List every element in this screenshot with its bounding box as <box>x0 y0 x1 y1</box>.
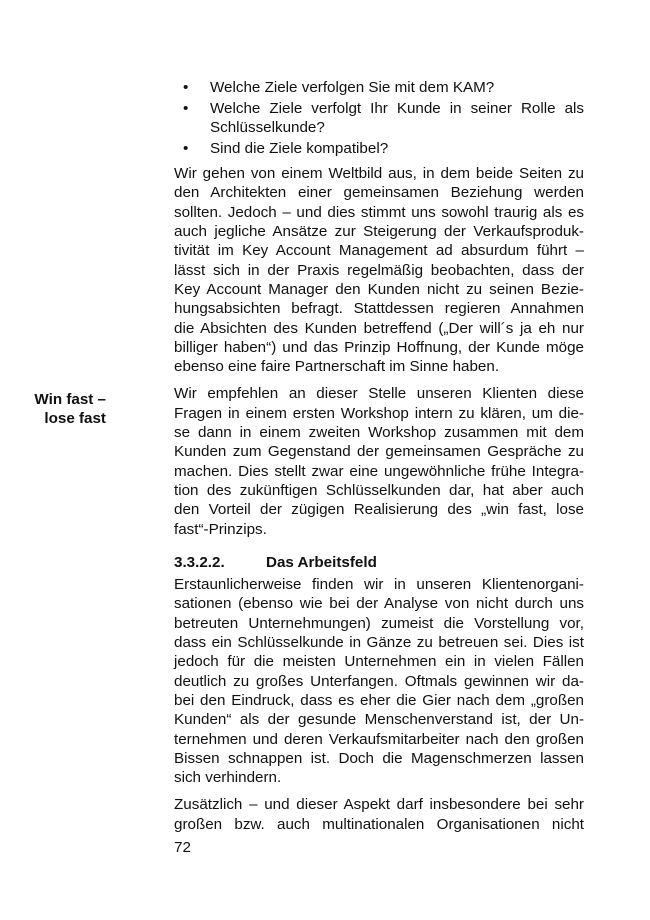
text-line: dass ein Schlüsselkunde in Gänze zu betreuen sei. Dies ist <box>174 634 584 652</box>
bullet-icon: • <box>183 79 189 96</box>
text-line: Erstaunlicherweise finden wir in unseren Klientenorgani- <box>174 576 584 594</box>
text-line: tion des zukünftigen Schlüsselkunden dar, hat aber auch <box>174 481 584 499</box>
text-line: Fragen in einem ersten Workshop intern zu klären, um die- <box>174 404 584 422</box>
text-line: jedoch für die meisten Unternehmen ein in vielen Fällen <box>174 653 584 671</box>
text-line: sationen (ebenso wie bei der Analyse von nicht durch uns <box>174 595 584 613</box>
section-heading <box>174 553 584 572</box>
text-line: Kunden“ als der gesunde Menschenverstand ist, der Un- <box>174 711 584 729</box>
text-line: fast“-Prinzips. <box>174 520 267 538</box>
list-item <box>174 99 584 138</box>
list-item <box>174 139 584 158</box>
list-item-line: Sind die Ziele kompatibel? <box>210 139 389 157</box>
text-line: ebenso eine faire Partnerschaft im Sinne haben. <box>174 358 500 376</box>
text-line: bei den Eindruck, dass es eher die Gier nach dem „großen <box>174 691 584 709</box>
text-line: Kunden zum Gegenstand der gemeinsamen Gespräche zu <box>174 443 584 461</box>
body-column <box>174 78 584 834</box>
question-list <box>174 78 584 158</box>
text-line: großen bzw. auch multinationalen Organisationen nicht <box>174 815 584 833</box>
text-line: sich verhindern. <box>174 769 282 787</box>
page-number: 72 <box>174 839 191 856</box>
text-line: billiger haben“) und das Prinzip Hoffnung, der Kunde möge <box>174 338 584 356</box>
margin-note-line: Win fast – <box>34 391 106 408</box>
section-title: Das Arbeitsfeld <box>266 553 377 571</box>
paragraph-2 <box>174 384 584 538</box>
text-line: Key Account Manager den Kunden nicht zu seinen Bezie- <box>174 280 584 298</box>
paragraph-1 <box>174 164 584 376</box>
margin-note <box>20 390 106 429</box>
text-line: se dann in einem zweiten Workshop zusammen mit dem <box>174 424 584 442</box>
text-line: deutlich zu großes Unterfangen. Oftmals gewinnen wir da- <box>174 672 584 690</box>
text-line: sollten. Jedoch – und dies stimmt uns sowohl traurig als es <box>174 203 584 221</box>
text-line: tivität im Key Account Management ad absurdum führt – <box>174 242 584 260</box>
text-line: lässt sich in der Praxis regelmäßig beobachten, dass der <box>174 261 584 279</box>
bullet-icon: • <box>183 99 189 117</box>
list-item <box>174 78 584 97</box>
text-line: machen. Dies stellt zwar eine ungewöhnliche frühe Integra- <box>174 462 584 480</box>
text-line: betreuten Unternehmungen) zumeist die Vorstellung vor, <box>174 614 584 632</box>
list-item-line: Schlüsselkunde? <box>210 119 325 137</box>
section-number: 3.3.2.2. <box>174 553 225 571</box>
text-line: Bissen schnappen ist. Doch die Magenschmerzen lassen <box>174 749 584 767</box>
text-line: auch jegliche Ansätze zur Steigerung der Verkaufsproduk- <box>174 223 584 241</box>
list-item-line: Welche Ziele verfolgen Sie mit dem KAM? <box>210 79 495 96</box>
text-line: Wir empfehlen an dieser Stelle unseren Klienten diese <box>174 385 584 403</box>
margin-note-line: lose fast <box>44 410 106 428</box>
paragraph-4 <box>174 795 584 834</box>
text-line: den Architekten einer gemeinsamen Beziehung werden <box>174 184 584 202</box>
text-line: den Vorteil der zügigen Realisierung des „win fast, lose <box>174 501 584 519</box>
text-line: ternehmen und deren Verkaufsmitarbeiter nach den großen <box>174 730 584 748</box>
bullet-icon: • <box>183 139 189 157</box>
text-line: hungsabsichten befragt. Stattdessen regieren Annahmen <box>174 300 584 318</box>
list-item-line: Welche Ziele verfolgt Ihr Kunde in seiner Rolle als <box>210 99 584 117</box>
text-line: Zusätzlich – und dieser Aspekt darf insbesondere bei sehr <box>174 796 584 814</box>
text-line: Wir gehen von einem Weltbild aus, in dem beide Seiten zu <box>174 165 584 183</box>
text-line: die Absichten des Kunden betreffend („Der will´s ja eh nur <box>174 319 584 337</box>
paragraph-3 <box>174 575 584 787</box>
